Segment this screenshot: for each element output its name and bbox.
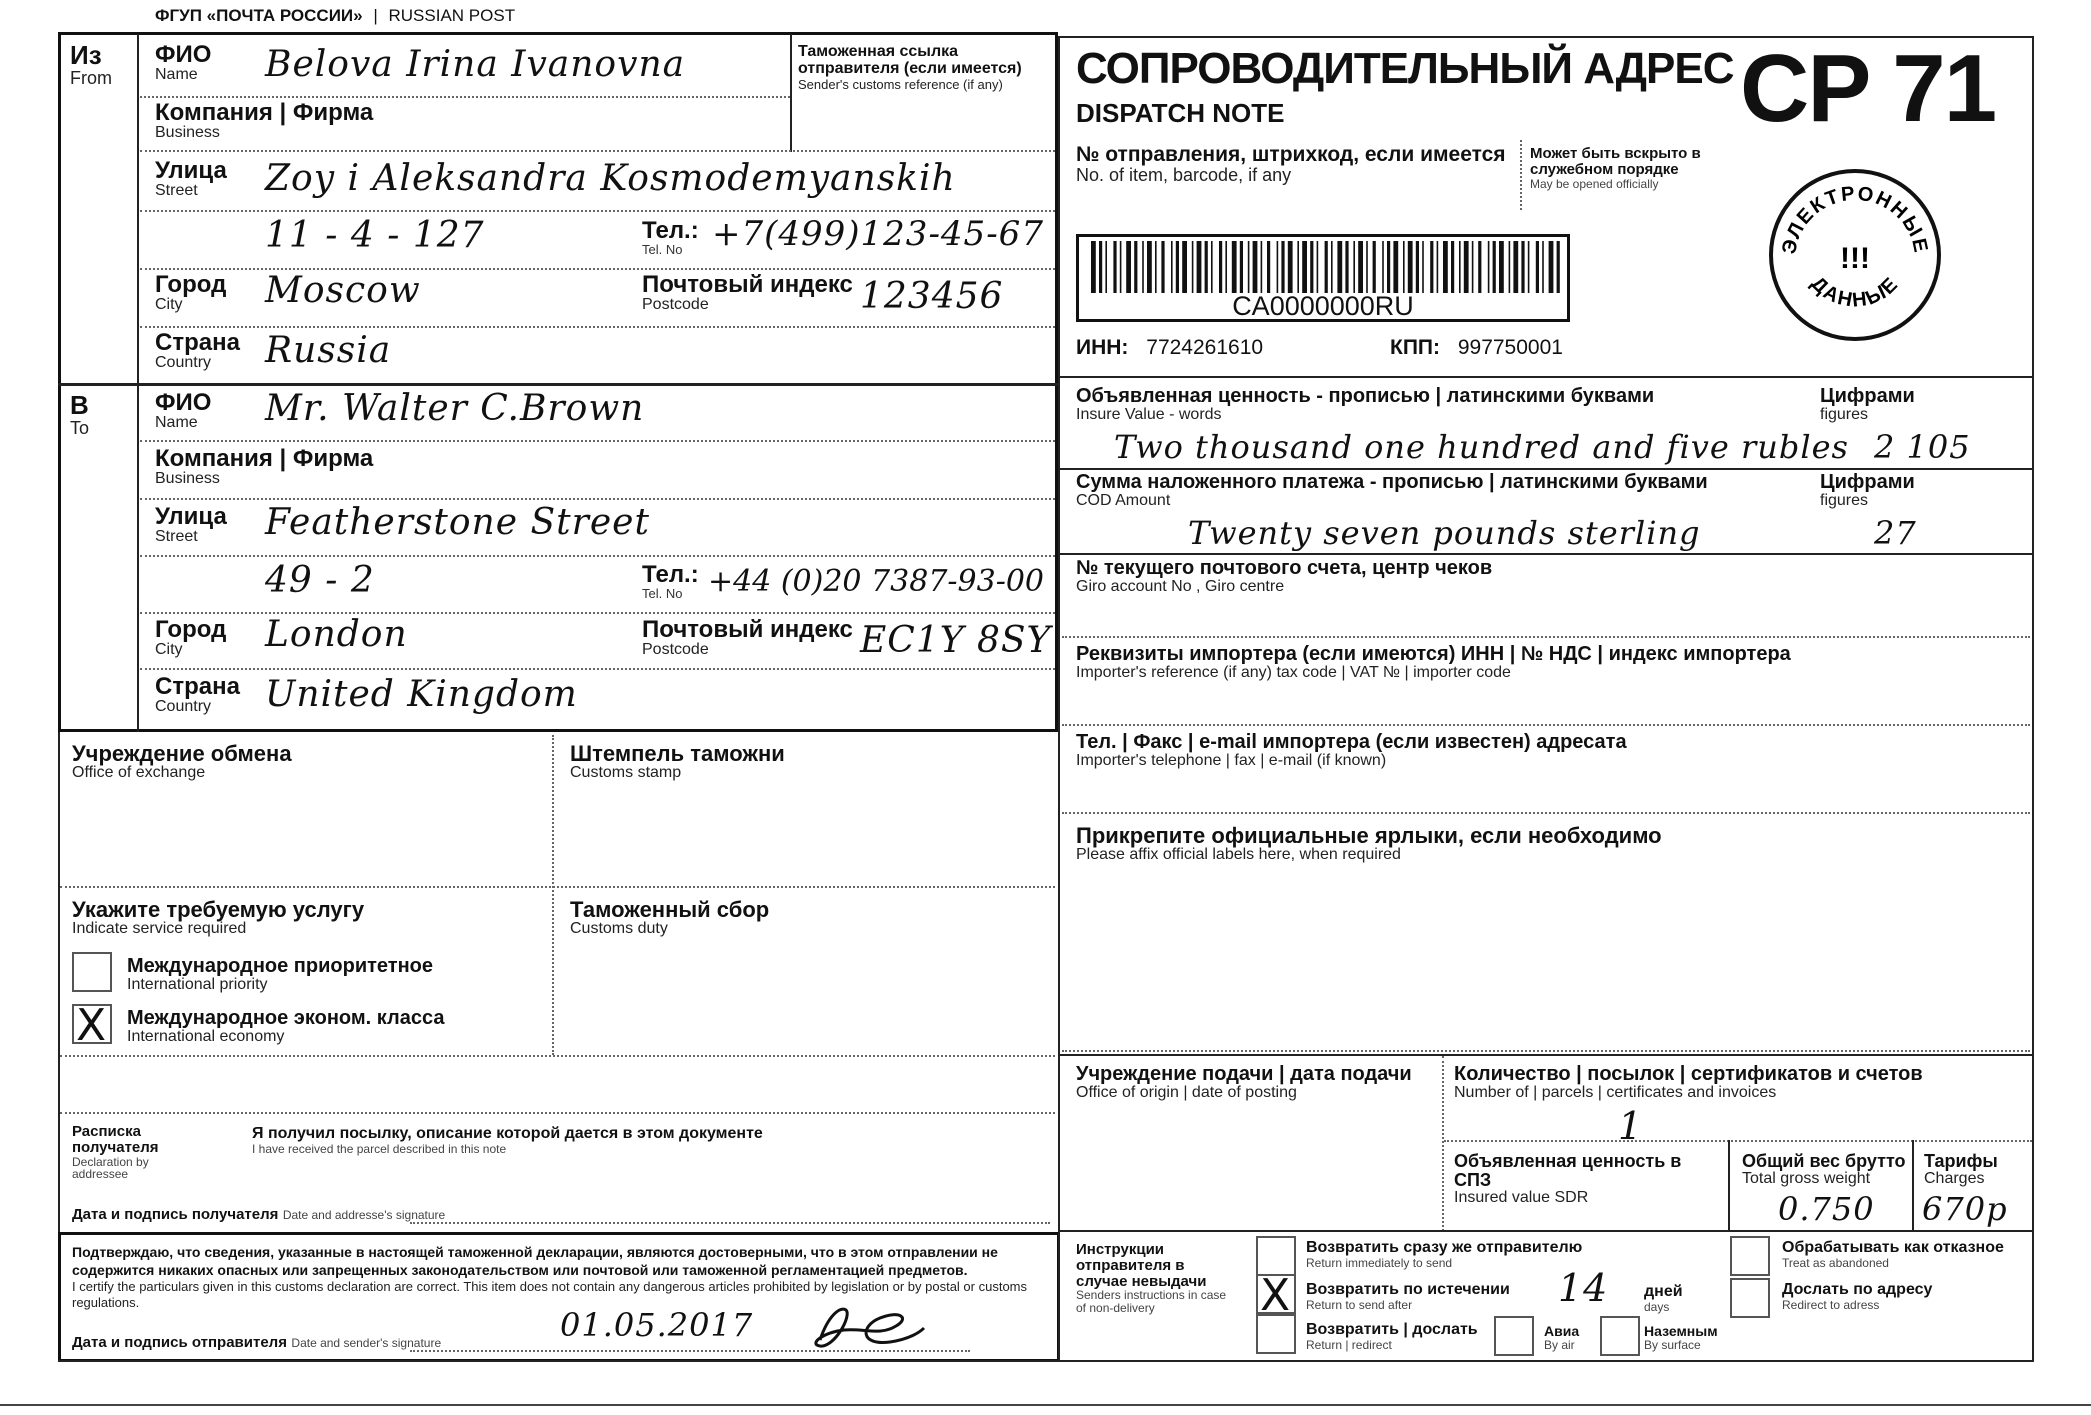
declaration-text: Подтверждаю, что сведения, указанные в настоящей таможенной декларации, являются достоверными, что в этом отправлении не содержится никаких опасных или запрещенных законодательством или почтовой или таможенной регламентацией предметов. I certify the particulars given in this customs declaration are correct. This item does not contain any dangerous articles prohibited by legislation or by postal or customs regulations. [72, 1244, 1028, 1311]
giro-label: № текущего почтового счета, центр чеков Giro account No , Giro centre [1076, 557, 1493, 595]
stamp-text-top: ЭЛЕКТРОННЫЕ [1778, 182, 1932, 257]
sender-postcode[interactable]: 123456 [860, 276, 1004, 317]
economy-option: Международное эконом. класса International economy [127, 1007, 445, 1045]
return-after-checkbox[interactable] [1256, 1270, 1296, 1321]
org-header: ФГУП «ПОЧТА РОССИИ» | RUSSIAN POST [155, 6, 516, 25]
redirect-checkbox[interactable] [1256, 1314, 1296, 1354]
inn-value: 7724261610 [1146, 336, 1264, 359]
recipient-street[interactable]: Featherstone Street [265, 502, 650, 543]
customs-ref-label: Таможенная ссылка отправителя (если имеется) Sender's customs reference (if any) [798, 43, 1022, 92]
recipient-city[interactable]: London [265, 614, 408, 655]
right-panel-right-border [2032, 36, 2034, 1361]
redirect-option: Возвратить | дослать Return | redirect [1306, 1321, 1478, 1352]
cod-label: Сумма наложенного платежа - прописью | латинскими буквами COD Amount [1076, 471, 1708, 509]
barcode-box [1076, 234, 1570, 322]
service-label: Укажите требуемую услугу Indicate service required [72, 897, 365, 938]
sender-signature [800, 1296, 930, 1360]
sender-street-label: Улица Street [155, 157, 227, 200]
sender-house[interactable]: 11 - 4 - 127 [265, 215, 485, 256]
economy-check-mark: X [76, 1000, 107, 1051]
recipient-tel[interactable]: +44 (0)20 7387-93-00 [708, 564, 1045, 599]
priority-option: Международное приоритетное International priority [127, 955, 433, 993]
surface-option: Наземным By surface [1644, 1323, 1718, 1352]
receipt-text: Я получил посылку, описание которой дается в этом документе I have received the parcel described in this note [252, 1125, 763, 1156]
return-after-option: Возвратить по истечении Return to send after [1306, 1281, 1510, 1312]
customs-duty-label: Таможенный сбор Customs duty [570, 897, 770, 938]
inn-row: ИНН: 7724261610 [1076, 336, 1264, 359]
sender-company-label: Компания | Фирма Business [155, 99, 374, 142]
from-label: Из From [70, 40, 112, 89]
recipient-tel-label: Тел.: Tel. No [642, 561, 699, 602]
weight-label: Общий вес брутто Total gross weight [1742, 1151, 1906, 1187]
from-to-divider [58, 383, 1058, 386]
label-column-divider [137, 34, 139, 732]
abandon-option: Обрабатывать как отказное Treat as abandoned [1782, 1239, 2004, 1270]
air-checkbox[interactable] [1494, 1316, 1534, 1356]
recipient-house[interactable]: 49 - 2 [265, 560, 375, 601]
value-label: Объявленная ценность - прописью | латинскими буквами Insure Value - words [1076, 385, 1655, 423]
declaration-signature-label: Дата и подпись отправителя Date and sender's signature [72, 1334, 442, 1351]
sender-city[interactable]: Moscow [265, 270, 421, 311]
cod-figures-label: Цифрами figures [1820, 471, 1915, 509]
sdr-label: Объявленная ценность в СПЗ Insured value SDR [1454, 1151, 1682, 1206]
opened-officially-label: Может быть вскрыто в служебном порядке May be opened officially [1530, 145, 1701, 191]
recipient-city-label: Город City [155, 616, 227, 659]
bottom-border [58, 1360, 2034, 1362]
kpp-row: КПП: 997750001 [1390, 336, 1563, 359]
electronic-data-stamp [1765, 165, 1945, 345]
recipient-name[interactable]: Mr. Walter C.Brown [265, 388, 645, 429]
org-name: ФГУП «ПОЧТА РОССИИ» [155, 6, 363, 25]
value-words[interactable]: Two thousand one hundred and five rubles [1114, 428, 1849, 466]
economy-checkbox[interactable] [72, 1000, 112, 1051]
recipient-street-label: Улица Street [155, 503, 227, 546]
to-label: В To [70, 390, 90, 439]
days-label: дней days [1644, 1283, 1683, 1314]
quantity-label: Количество | посылок | сертификатов и счетов Number of | parcels | certificates and invoices [1454, 1063, 1923, 1101]
surface-checkbox[interactable] [1600, 1316, 1640, 1356]
declaration-date[interactable]: 01.05.2017 [560, 1306, 754, 1344]
recipient-name-label: ФИО Name [155, 389, 212, 432]
importer-ref-label: Реквизиты импортера (если имеются) ИНН | № НДС | индекс импортера Importer's reference (if any) tax code | VAT № | importer code [1076, 643, 1791, 681]
charges-label: Тарифы Charges [1924, 1151, 1998, 1187]
return-now-option: Возвратить сразу же отправителю Return immediately to send [1306, 1239, 1583, 1270]
recipient-postcode[interactable]: EC1Y 8SY [860, 620, 1052, 661]
sender-postcode-label: Почтовый индекс Postcode [642, 271, 853, 314]
redirect-address-option: Дослать по адресу Redirect to adress [1782, 1281, 1933, 1312]
org-name-en: RUSSIAN POST [388, 6, 516, 25]
return-days[interactable]: 14 [1558, 1266, 1609, 1310]
item-number-label: № отправления, штрихкод, если имеется No. of item, barcode, if any [1076, 143, 1506, 186]
recipient-country[interactable]: United Kingdom [265, 674, 578, 715]
stamp-text-bottom: ДАННЫЕ [1806, 272, 1904, 312]
air-option: Авиа By air [1544, 1323, 1580, 1352]
barcode-number: CA0000000RU [1232, 291, 1414, 321]
charges-value[interactable]: 670р [1922, 1190, 2008, 1228]
sender-tel-label: Тел.: Tel. No [642, 217, 699, 258]
receipt-label: Расписка получателя Declaration by addressee [72, 1123, 159, 1182]
origin-label: Учреждение подачи | дата подачи Office of origin | date of posting [1076, 1063, 1412, 1101]
sender-street[interactable]: Zoy i Aleksandra Kosmodemyanskih [265, 158, 956, 199]
kpp-value: 997750001 [1457, 336, 1563, 359]
gross-weight[interactable]: 0.750 [1778, 1190, 1875, 1228]
return-after-check-mark: X [1260, 1270, 1291, 1321]
stamp-exclamation: !!! [1840, 242, 1870, 275]
right-panel-left-border [1058, 36, 1060, 1361]
cod-words[interactable]: Twenty seven pounds sterling [1188, 514, 1701, 552]
customs-ref-divider [790, 34, 792, 152]
sender-country[interactable]: Russia [265, 330, 392, 371]
receipt-signature-label: Дата и подпись получателя Date and addresse's signature [72, 1206, 446, 1223]
svg-text:ДАННЫЕ [1807, 272, 1904, 311]
official-labels-label: Прикрепите официальные ярлыки, если необходимо Please affix official labels here, when required [1076, 823, 1662, 864]
lower-left-border [58, 732, 60, 1232]
abandon-checkbox[interactable] [1730, 1236, 1770, 1276]
value-figures-label: Цифрами figures [1820, 385, 1915, 423]
recipient-country-label: Страна Country [155, 673, 240, 716]
cod-figures[interactable]: 27 [1874, 514, 1917, 552]
importer-tel-label: Тел. | Факс | e-mail импортера (если известен) адресата Importer's telephone | fax | e-mail (if known) [1076, 731, 1627, 769]
value-figures[interactable]: 2 105 [1874, 428, 1971, 466]
title-en: DISPATCH NOTE [1076, 98, 1285, 128]
instructions-label: Инструкции отправителя в случае невыдачи Senders instructions in case of non-delivery [1076, 1241, 1227, 1315]
exchange-label: Учреждение обмена Office of exchange [72, 741, 292, 782]
form-code: CP 71 [1740, 35, 1996, 142]
recipient-company-label: Компания | Фирма Business [155, 445, 374, 488]
title-ru: СОПРОВОДИТЕЛЬНЫЙ АДРЕС [1076, 44, 1734, 93]
sender-tel[interactable]: +7(499)123-45-67 [712, 214, 1044, 254]
redirect-address-checkbox[interactable] [1730, 1278, 1770, 1318]
parcels-count[interactable]: 1 [1618, 1104, 1644, 1148]
recipient-postcode-label: Почтовый индекс Postcode [642, 616, 853, 659]
barcode-image [1087, 241, 1567, 293]
page-bottom-rule [0, 1404, 2091, 1406]
sender-name[interactable]: Belova Irina Ivanovna [265, 44, 686, 85]
priority-checkbox[interactable] [72, 952, 112, 992]
customs-stamp-label: Штемпель таможни Customs stamp [570, 741, 785, 782]
sender-city-label: Город City [155, 271, 227, 314]
sender-name-label: ФИО Name [155, 41, 212, 84]
sender-country-label: Страна Country [155, 329, 240, 372]
